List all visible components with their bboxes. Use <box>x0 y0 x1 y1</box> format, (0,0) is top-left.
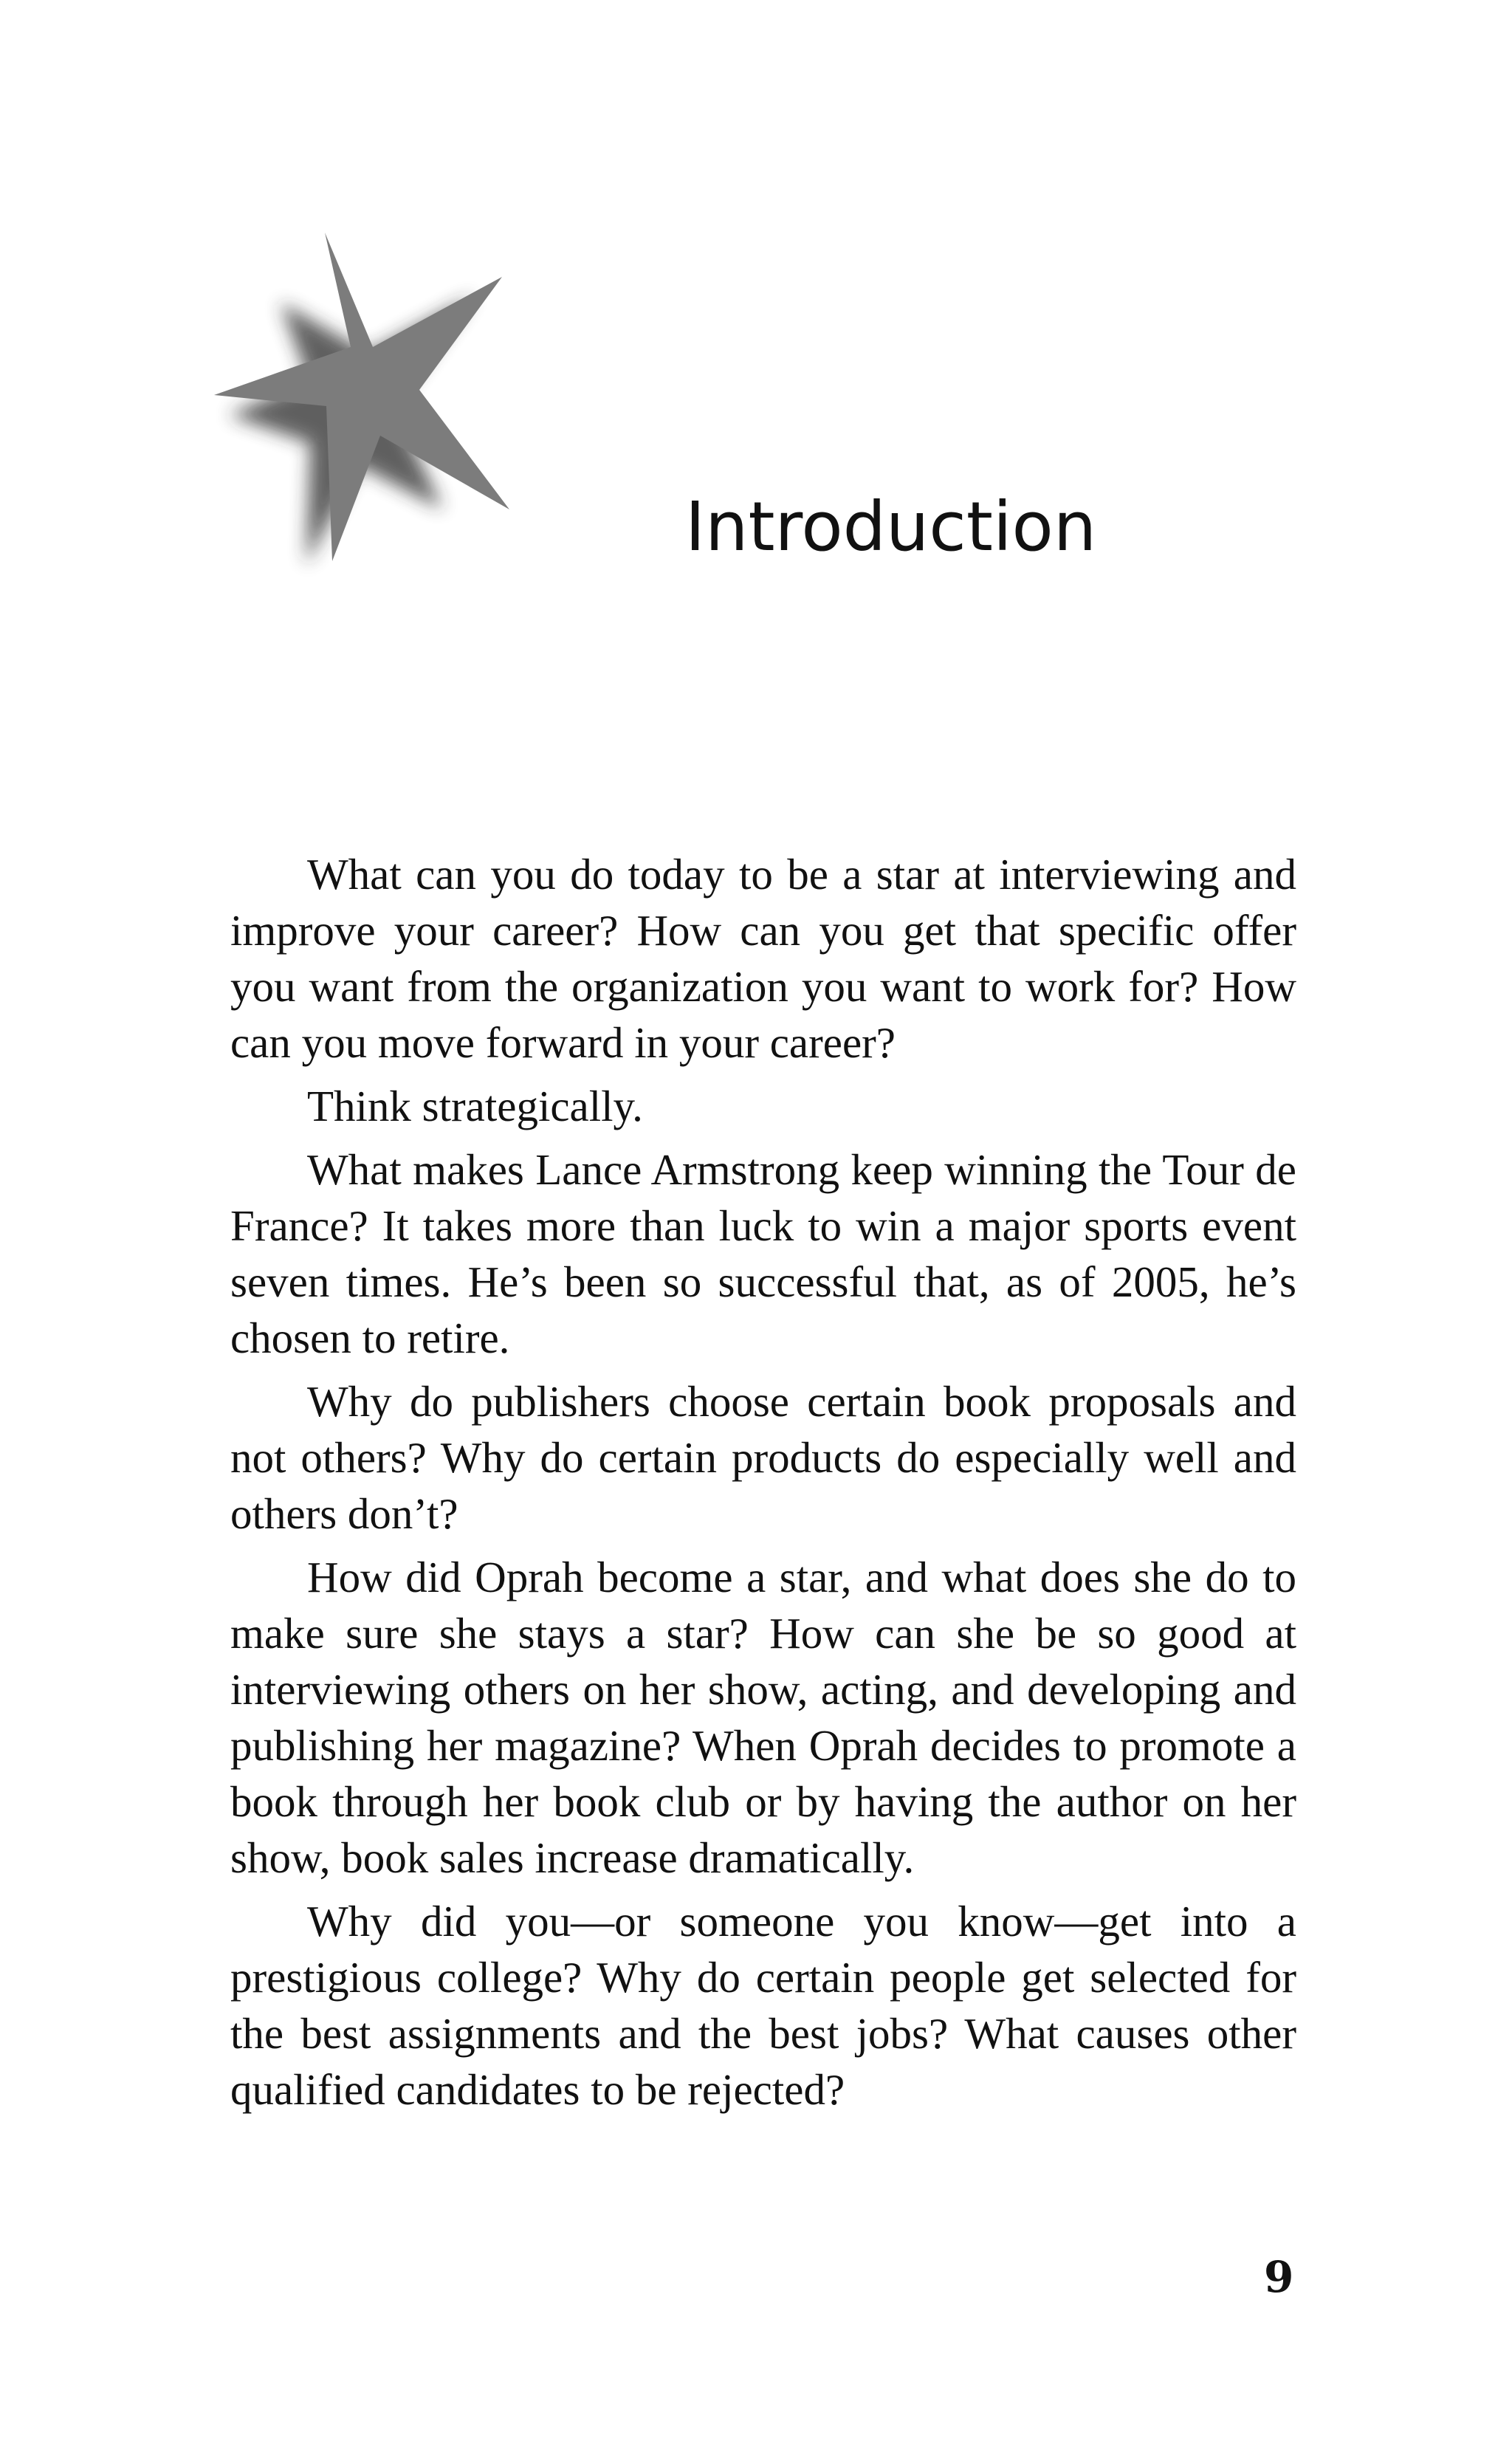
chapter-title: Introduction <box>685 487 1097 566</box>
paragraph: What can you do today to be a star at interviewing and improve your career? How can you get that specific offer you want from the organization you want to work for? How can you move forward in your career? <box>230 850 1296 1067</box>
star-shape <box>214 233 509 561</box>
paragraph: Why do publishers choose certain book proposals and not others? Why do certain products do especially well and others don’t? <box>230 1377 1296 1538</box>
paragraph: How did Oprah become a star, and what does she do to make sure she stays a star? How can she be so good at interviewing others on her show, acting, and developing and publishing her magazine? When Oprah decides to promote a book through her book club or by having the author on her show, book sales increase dramatically. <box>230 1553 1296 1882</box>
paragraph: What makes Lance Armstrong keep winning the Tour de France? It takes more than luck to win a major sports event seven times. He’s been so successful that, as of 2005, he’s chosen to retire. <box>230 1145 1296 1362</box>
body-text <box>230 846 1296 2125</box>
paragraph: Why did you—or someone you know—get into a prestigious college? Why do certain people get selected for the best assignments and the best jobs? What causes other qualified candidates to be rejected? <box>230 1897 1296 2114</box>
page-number: 9 <box>1264 2252 1294 2302</box>
star-icon <box>199 222 524 583</box>
paragraph: Think strategically. <box>307 1082 643 1130</box>
